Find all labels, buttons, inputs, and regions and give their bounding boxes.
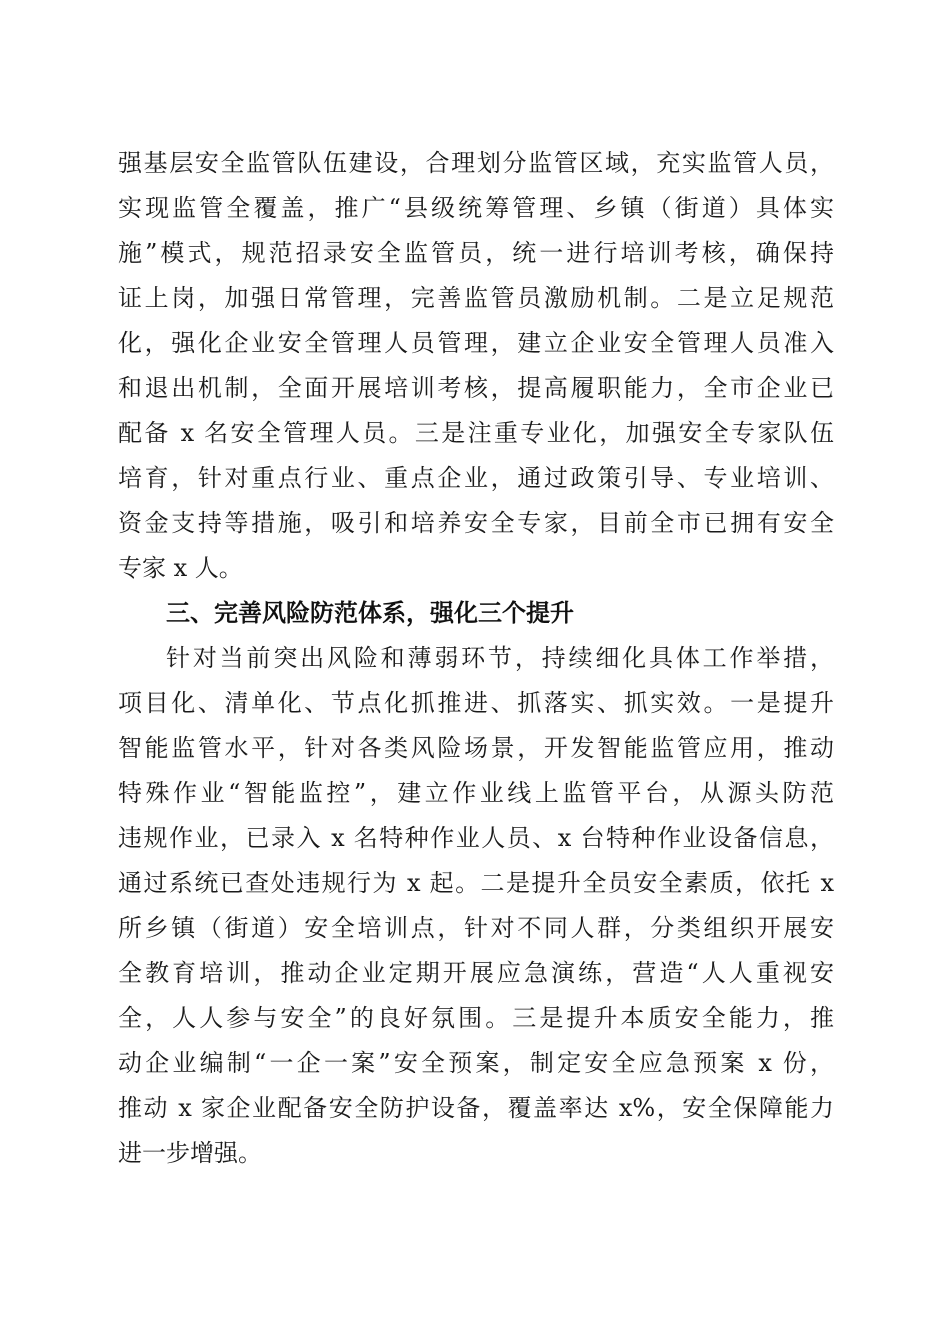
- paragraph-line: 化，强化企业安全管理人员管理，建立企业安全管理人员准入: [118, 329, 834, 357]
- paragraph-line: 全，人人参与安全”的良好氛围。三是提升本质安全能力，推: [118, 1004, 834, 1032]
- paragraph-line: 全教育培训，推动企业定期开展应急演练，营造“人人重视安: [118, 959, 834, 987]
- paragraph-line: 培育，针对重点行业、重点企业，通过政策引导、专业培训、: [118, 464, 834, 492]
- paragraph-line: 动企业编制“一企一案”安全预案，制定安全应急预案 x 份，: [118, 1049, 834, 1077]
- paragraph-line: 针对当前突出风险和薄弱环节，持续细化具体工作举措，: [166, 644, 834, 672]
- paragraph-team-building: [118, 141, 834, 591]
- paragraph-line: 通过系统已查处违规行为 x 起。二是提升全员安全素质，依托 x: [118, 869, 834, 897]
- paragraph-line: 强基层安全监管队伍建设，合理划分监管区域，充实监管人员，: [118, 149, 834, 177]
- document-body: [118, 141, 834, 1176]
- paragraph-line: 所乡镇（街道）安全培训点，针对不同人群，分类组织开展安: [118, 914, 834, 942]
- paragraph-line: 和退出机制，全面开展培训考核，提高履职能力，全市企业已: [118, 374, 834, 402]
- paragraph-line: 智能监管水平，针对各类风险场景，开发智能监管应用，推动: [118, 734, 834, 762]
- paragraph-line: 特殊作业“智能监控”，建立作业线上监管平台，从源头防范: [118, 779, 834, 807]
- paragraph-line: 实现监管全覆盖，推广“县级统筹管理、乡镇（街道）具体实: [118, 194, 834, 222]
- paragraph-line: 违规作业，已录入 x 名特种作业人员、x 台特种作业设备信息，: [118, 824, 834, 852]
- paragraph-line: 进一步增强。: [118, 1139, 262, 1167]
- paragraph-line: 项目化、清单化、节点化抓推进、抓落实、抓实效。一是提升: [118, 689, 834, 717]
- section-heading: 三、完善风险防范体系，强化三个提升: [166, 599, 574, 627]
- paragraph-line: 施”模式，规范招录安全监管员，统一进行培训考核，确保持: [118, 239, 834, 267]
- paragraph-line: 专家 x 人。: [118, 554, 243, 582]
- paragraph-line: 配备 x 名安全管理人员。三是注重专业化，加强安全专家队伍: [118, 419, 834, 447]
- paragraph-risk-prevention: [118, 636, 834, 1176]
- paragraph-line: 资金支持等措施，吸引和培养安全专家，目前全市已拥有安全: [118, 509, 834, 537]
- paragraph-line: 推动 x 家企业配备安全防护设备，覆盖率达 x%，安全保障能力: [118, 1094, 834, 1122]
- paragraph-line: 证上岗，加强日常管理，完善监管员激励机制。二是立足规范: [118, 284, 834, 312]
